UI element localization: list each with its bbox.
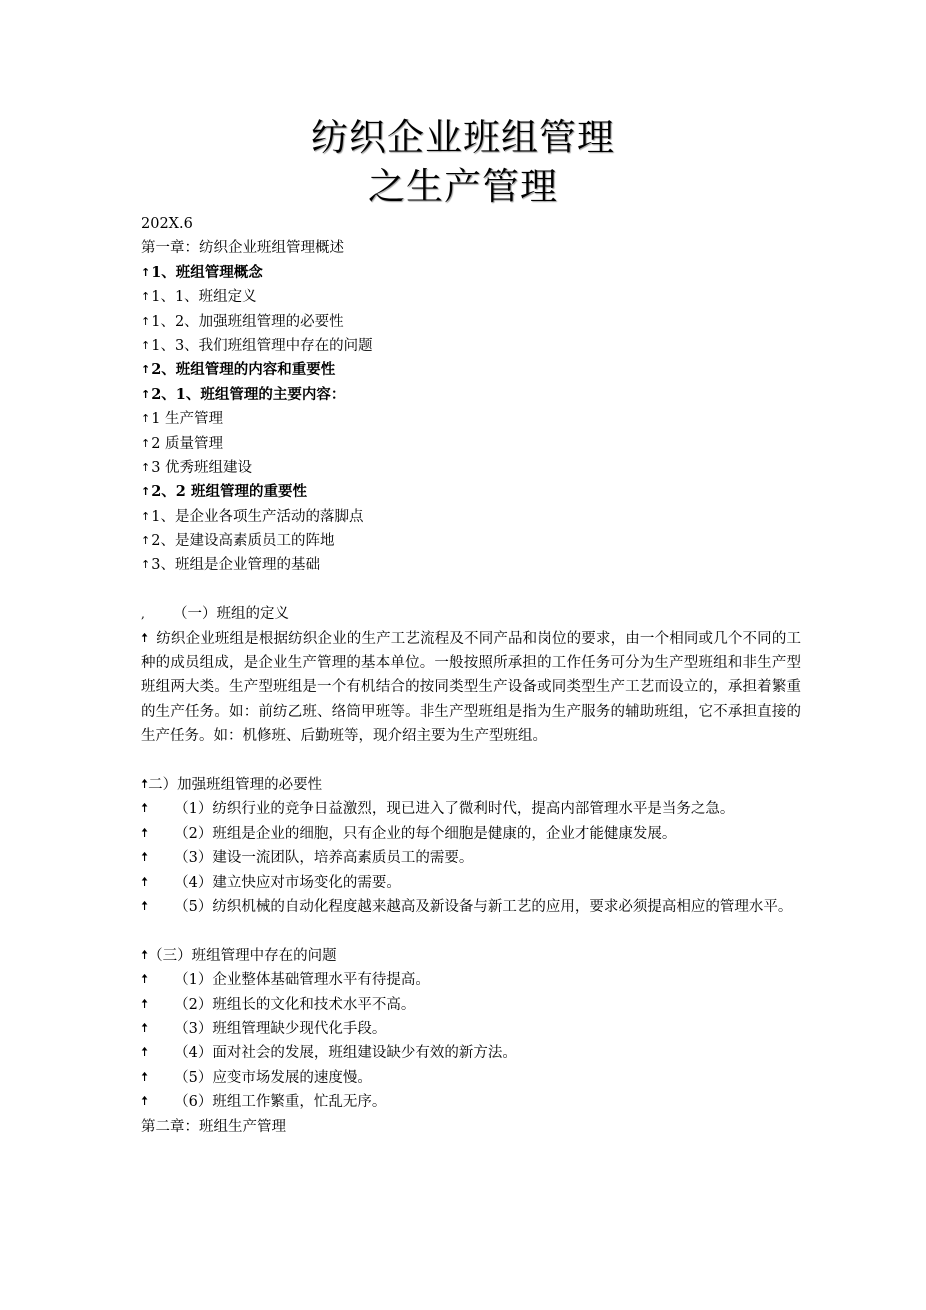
toc-item	[141, 358, 801, 382]
toc-item	[141, 529, 801, 553]
up-arrow-icon: 🠅	[141, 1045, 149, 1061]
section-2-item-text: （5）纺织机械的自动化程度越来越高及新设备与新工艺的应用，要求必须提高相应的管理水平。	[174, 899, 793, 916]
section-3-item-text: （6）班组工作繁重，忙乱无序。	[174, 1094, 387, 1111]
section-1-heading-text: （一）班组的定义	[173, 606, 289, 623]
section-3-item	[141, 968, 801, 992]
up-arrow-icon: 🠅	[141, 630, 149, 646]
up-arrow-icon: ↑	[141, 558, 151, 572]
up-arrow-icon: ↑	[141, 436, 151, 450]
section-1-heading	[141, 602, 801, 626]
toc-item	[141, 456, 801, 480]
toc-item	[141, 553, 801, 577]
toc-item	[141, 285, 801, 309]
up-arrow-icon: 🠅	[141, 1094, 149, 1110]
section-2-item	[141, 895, 801, 919]
section-3-heading-text: （三）班组管理中存在的问题	[148, 947, 337, 964]
up-arrow-icon: 🠅	[141, 947, 149, 963]
section-2-item-text: （2）班组是企业的细胞，只有企业的每个细胞是健康的，企业才能健康发展。	[174, 825, 677, 842]
section-1-paragraph	[141, 627, 801, 749]
up-arrow-icon: ↑	[141, 534, 151, 548]
section-2-item-text: （3）建设一流团队，培养高素质员工的需要。	[174, 850, 474, 867]
section-3-item	[141, 1041, 801, 1065]
spacer	[141, 749, 801, 773]
section-2-item	[141, 871, 801, 895]
toc-item	[141, 261, 801, 285]
up-arrow-icon: ↑	[141, 338, 151, 352]
up-arrow-icon: 🠅	[141, 972, 149, 988]
section-2-item-text: （1）纺织行业的竞争日益激烈，现已进入了微利时代，提高内部管理水平是当务之急。	[174, 801, 735, 818]
toc-item-text: 3 优秀班组建设	[151, 459, 253, 476]
toc-item-text: 2、是建设高素质员工的阵地	[151, 533, 335, 550]
section-3-item-text: （5）应变市场发展的速度慢。	[174, 1069, 372, 1086]
up-arrow-icon: ↑	[141, 412, 151, 426]
toc-item-text: 1、1、班组定义	[151, 289, 257, 306]
section-3-item	[141, 993, 801, 1017]
section-3-item-text: （3）班组管理缺少现代化手段。	[174, 1020, 387, 1037]
comma-bullet: ,	[141, 607, 145, 622]
toc-item-text: 1、3、我们班组管理中存在的问题	[151, 337, 373, 354]
spacer	[141, 578, 801, 602]
toc-item-text: 1、2、加强班组管理的必要性	[151, 313, 344, 330]
toc-item-text: 1 生产管理	[151, 411, 224, 428]
up-arrow-icon: 🠅	[141, 850, 149, 866]
document-date: 202X.6	[141, 216, 193, 232]
section-3-item	[141, 1066, 801, 1090]
up-arrow-icon: ↑	[141, 509, 151, 523]
up-arrow-icon: ↑	[141, 265, 151, 279]
toc-item	[141, 310, 801, 334]
section-3-item	[141, 1090, 801, 1114]
toc-item	[141, 480, 801, 504]
up-arrow-icon: 🠅	[141, 1020, 149, 1036]
up-arrow-icon: 🠅	[141, 801, 149, 817]
toc-item-text: 2、2 班组管理的重要性	[151, 483, 307, 501]
up-arrow-icon: ↑	[141, 314, 151, 328]
up-arrow-icon: ↑	[141, 460, 151, 474]
up-arrow-icon: ↑	[141, 290, 151, 304]
up-arrow-icon: 🠅	[141, 1069, 149, 1085]
toc-item	[141, 432, 801, 456]
up-arrow-icon: 🠅	[141, 996, 149, 1012]
up-arrow-icon: 🠅	[141, 777, 149, 793]
up-arrow-icon: 🠅	[141, 825, 149, 841]
section-3-item-text: （4）面对社会的发展，班组建设缺少有效的新方法。	[174, 1045, 517, 1062]
section-2-item	[141, 822, 801, 846]
spacer	[141, 919, 801, 943]
toc-item-text: 2 质量管理	[151, 435, 224, 452]
document-title-line-1: 纺织企业班组管理	[311, 116, 615, 159]
up-arrow-icon: ↑	[141, 363, 151, 377]
section-2-item	[141, 797, 801, 821]
chapter-2-heading: 第二章：班组生产管理	[141, 1118, 286, 1135]
toc-item	[141, 383, 801, 407]
section-2-heading-text: 二）加强班组管理的必要性	[148, 777, 323, 794]
toc-item-text: 1、班组管理概念	[151, 263, 263, 281]
chapter-1-heading: 第一章：纺织企业班组管理概述	[141, 240, 344, 257]
up-arrow-icon: ↑	[141, 485, 151, 499]
section-3-item	[141, 1017, 801, 1041]
up-arrow-icon: ↑	[141, 387, 151, 401]
toc-item	[141, 407, 801, 431]
section-1-paragraph-text: 纺织企业班组是根据纺织企业的生产工艺流程及不同产品和岗位的要求，由一个相同或几个不同的工种的成员组成，是企业生产管理的基本单位。一般按照所承担的工作任务可分为生产型班组和非生产型班组两大类。生产型班组是一个有机结合的按同类型生产设备或同类型生产工艺而设立的，承担着繁重的生产任务。如：前纺乙班、络筒甲班等。非生产型班组是指为生产服务的辅助班组，它不承担直接的生产任务。如：机修班、后勤班等，现介绍主要为生产型班组。	[141, 630, 801, 745]
toc-item-text: 3、班组是企业管理的基础	[151, 557, 320, 574]
up-arrow-icon: 🠅	[141, 899, 149, 915]
toc-item	[141, 334, 801, 358]
section-3-item-text: （1）企业整体基础管理水平有待提高。	[174, 972, 430, 989]
document-title-line-2: 之生产管理	[368, 165, 558, 208]
toc-item	[141, 505, 801, 529]
toc-item-text: 2、班组管理的内容和重要性	[151, 361, 336, 379]
toc-item-text: 1、是企业各项生产活动的落脚点	[151, 508, 364, 525]
toc-item-text: 2、1、班组管理的主要内容：	[151, 385, 346, 403]
section-2-item-text: （4）建立快应对市场变化的需要。	[174, 874, 401, 891]
section-3-heading	[141, 944, 801, 968]
up-arrow-icon: 🠅	[141, 874, 149, 890]
document-body	[141, 212, 801, 1139]
section-2-item	[141, 846, 801, 870]
section-2-heading	[141, 773, 801, 797]
section-3-item-text: （2）班组长的文化和技术水平不高。	[174, 996, 416, 1013]
